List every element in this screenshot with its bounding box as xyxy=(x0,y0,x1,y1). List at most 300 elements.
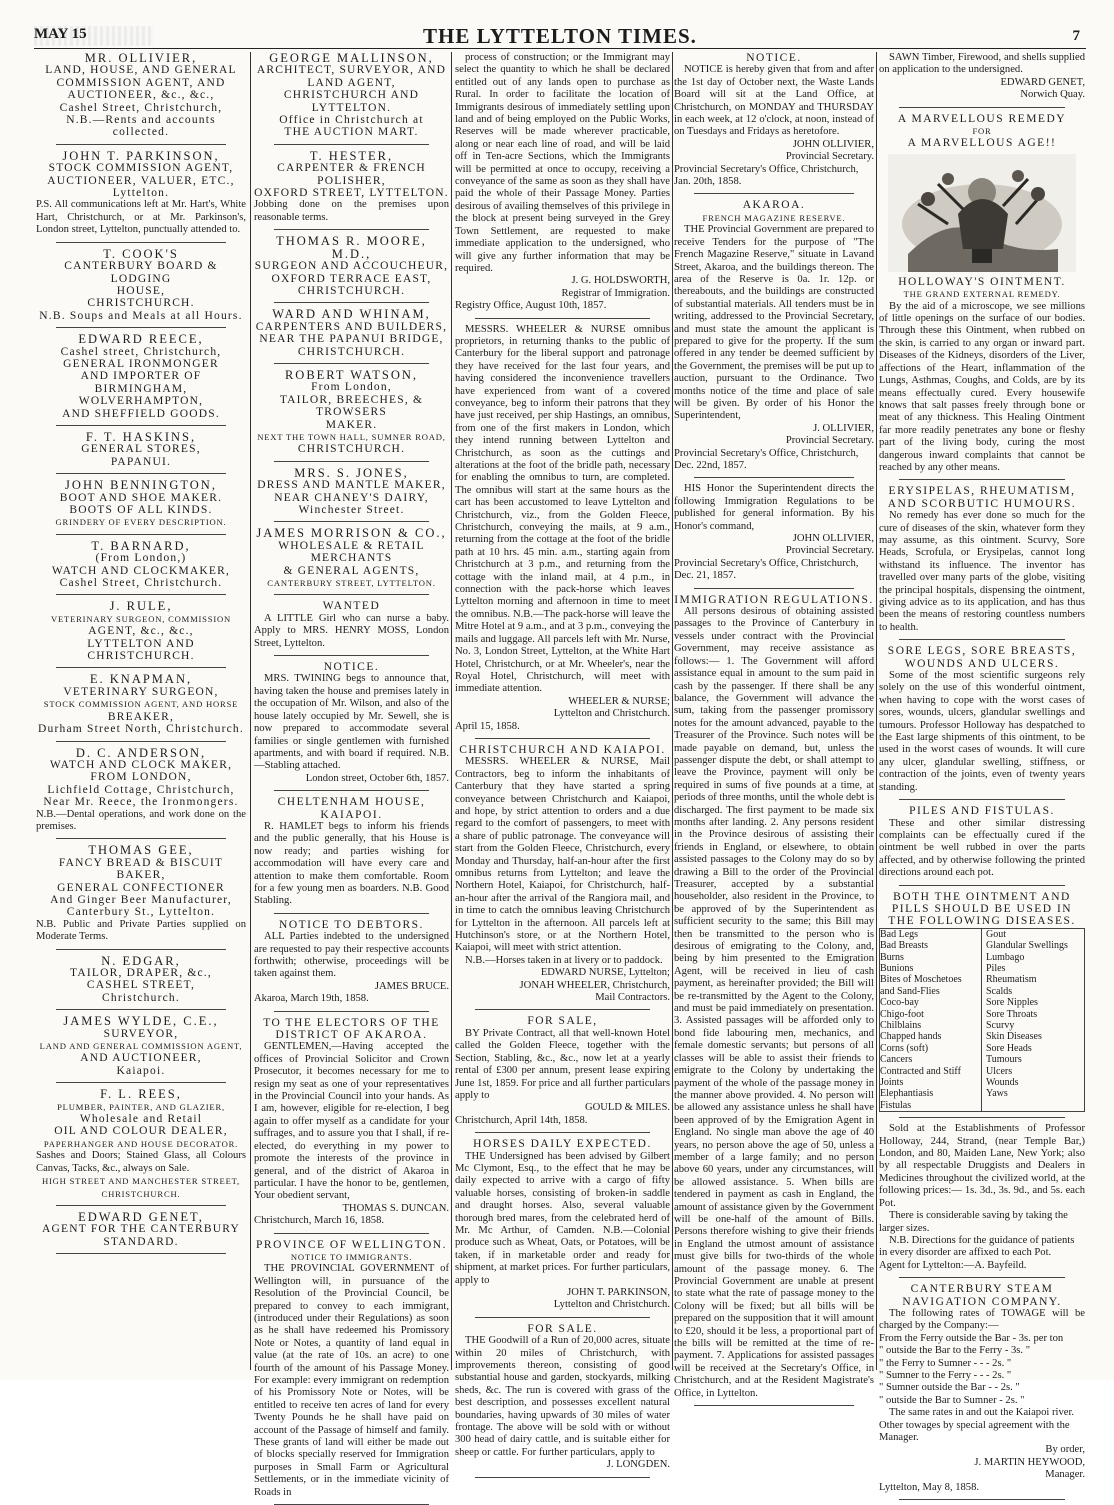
ad-line: STOCK COMMISSION AGENT, xyxy=(48,162,234,175)
ad-line: AND IMPORTER OF xyxy=(80,370,202,383)
ad-line: N. EDGAR, xyxy=(101,953,181,968)
towage-rate: " Sumner outside the Bar - - 2s. " xyxy=(879,1382,1020,1394)
ad-body: By the aid of a microscope, we see millions of little openings on the surface of our bodies. Through these this Ointment, when rubbed on the skin, is carried to any organ or inward part. Diseases of the Kidneys, disorders of the Liver, affections of the Heart, inflammation of the Lungs, Asthmas, Coughs, and Colds, are by its means effectually cured. Every housewife knows that salt passes freely through bone or meat of any thickness. This Healing Ointment far more readily penetrates any bone or fleshy part of the living body, curing the most dangerous inward complaints that cannot be reached by any other means. xyxy=(879,300,1085,473)
ad-line: AGENT FOR THE CANTERBURY xyxy=(41,1223,240,1236)
disease-item: Glandular Swellings xyxy=(986,940,1068,952)
ad-body: A LITTLE Girl who can nurse a baby. Apply to MRS. HENRY MOSS, London Street, Lyttelton. xyxy=(254,612,449,649)
disease-item: Burns xyxy=(880,951,904,963)
divider-rule xyxy=(56,1009,226,1010)
advertisement xyxy=(36,1015,246,1077)
advertisement xyxy=(254,52,449,139)
ad-line: N.B. Public and Private Parties supplied on Moderate Terms. xyxy=(36,918,246,943)
advertisement xyxy=(254,796,449,908)
divider-rule xyxy=(56,425,226,426)
ad-body: THE Provincial Government are prepared to receive Tenders for the purpose of "The French Magazine Reserve," situate in Lavand Street, Akaroa, and the buildings thereon. The area of the Reserve is 0a. 1r. 12p. or thereabouts, and the buildings are constructed of substantial materials. All tenders must be in writing, addressed to the Provincial Secretary, and must state the amount the applicant is prepared to give for the property. If the sum offered in any tender be deemed sufficient by the Government, the premises will be put up to auction, pursuant to the Ordinance. Two months notice of the time and place of sale will be given. By order of his Honor the Superintendent, xyxy=(674,224,874,422)
ad-body: No remedy has ever done so much for the cure of diseases of the skin, whatever form they may assume, as this ointment. Scurvy, Sore Heads, Scrofula, or Erysipelas, cannot long withstand its influence. The inventor has travelled over many parts of the globe, visiting the principal hospitals, dispensing the ointment, giving advice as to its application, and has thus been the means of restoring countless numbers to health. xyxy=(879,510,1085,633)
ad-signature: JONAH WHEELER, Christchurch, xyxy=(519,979,670,991)
advertisement xyxy=(254,150,449,224)
disease-item: Skin Diseases xyxy=(986,1031,1042,1043)
ad-line: AND AUCTIONEER, xyxy=(80,1052,202,1065)
ad-headline: A MARVELLOUS AGE!! xyxy=(907,137,1057,150)
advertisement xyxy=(36,333,246,420)
ad-body: BY Private Contract, all that well-known Hotel called the Golden Fleece, together with the Section, Stabling, &c., &c., now let at a yearly rental of £300 per annum, present lease expiring June 1st, 1859. For price and all further particulars apply to xyxy=(455,1027,670,1101)
ad-line: COMMISSION AGENT, AND AUCTIONEER, &c., &c., xyxy=(56,76,226,102)
ad-line: Lichfield Cottage, Christchurch, xyxy=(47,783,235,796)
ad-line: GENERAL IRONMONGER xyxy=(63,357,219,370)
ad-title: CANTERBURY STEAM NAVIGATION COMPANY. xyxy=(902,1283,1062,1308)
ad-line: T. BARNARD, xyxy=(91,538,191,553)
disease-item: Bunions xyxy=(880,962,914,974)
disease-item: Gout xyxy=(986,928,1006,940)
divider-rule xyxy=(274,655,429,656)
disease-item: Wounds xyxy=(986,1077,1019,1089)
advertisement xyxy=(254,1239,449,1500)
ad-line: CARPENTERS AND BUILDERS, xyxy=(255,320,448,333)
ad-line: (From London,) xyxy=(95,552,187,565)
ad-body: SAWN Timber, Firewood, and shells supplied on application to the undersigned. xyxy=(879,52,1085,76)
divider-rule xyxy=(475,1477,650,1478)
ad-title: FOR SALE. xyxy=(527,1322,598,1335)
divider-rule xyxy=(694,1405,854,1406)
ad-title: FOR SALE, xyxy=(527,1015,598,1028)
ad-line: AUCTIONEER, VALUER, ETC., xyxy=(47,174,235,187)
divider-rule xyxy=(274,521,429,522)
disease-item: Cancers xyxy=(880,1054,913,1066)
disease-item: Elephantiasis xyxy=(880,1088,934,1100)
ad-line: Kaiapoi. xyxy=(116,1064,166,1077)
disease-list-left xyxy=(880,929,982,1112)
ad-line: MAKER. xyxy=(325,418,378,431)
ad-body: MESSRS. WHEELER & NURSE omnibus proprietors, in returning thanks to the public of Canterbury for the liberal support and patronage they have received for the last four years, and having considered the inconvenience travellers have experienced from want of a covered conveyance, beg to inform their patrons that they have just received, per ship Hastings, an omnibus, from one of the first makers in London, which they intend running between Lyttelton and Christchurch, as soon as the cuttings and alterations at the foot of the bridle path, necessary for enabling the omnibus to turn, are completed. The omnibus will start at the same hours as the cart has been accustomed to leave Lyttelton and Christchurch, viz., from the Golden Fleece, Christchurch, conveying the mails, at 9 a.m., returning from the cottage at the foot of the bridle path at 10 hrs. 45 min. a.m., starting again from Christchurch at 3 p.m., and returning from the cottage with the inland mail, at 4 p.m., in connection with the pack-horse which leaves Lyttelton morning and afternoon in time to meet the omnibus. N.B.—The pack-horse will leave the Mitre Hotel at 9 a.m., and at 3 p.m., conveying the mails and luggage. All parcels left with Mr. Nurse, No. 3, London Street, Lyttelton, at the White Hart Hotel, Christchurch, or at Mr. Wheeler's, near the Royal Hotel, Christchurch, will meet with immediate attention. xyxy=(455,323,670,695)
ad-line: Durham Street North, Christchurch. xyxy=(38,723,244,736)
disease-item: Piles xyxy=(986,962,1006,974)
disease-item: Coco-bay xyxy=(880,997,919,1009)
ad-line: ARCHITECT, SURVEYOR, AND xyxy=(256,64,447,77)
advertisement xyxy=(455,1323,670,1472)
ad-line: Cashel Street, Christchurch. xyxy=(59,577,223,590)
divider-rule xyxy=(56,594,226,595)
ad-signature: J. MARTIN HEYWOOD, xyxy=(974,1456,1085,1468)
ad-line: CANTERBURY BOARD & LODGING xyxy=(64,260,218,285)
ad-body: The following rates of TOWAGE will be charged by the Company:— xyxy=(879,1307,1085,1332)
ad-title: HOLLOWAY'S OINTMENT. xyxy=(898,275,1066,288)
column-3 xyxy=(455,52,670,1471)
ad-note: N.B. Directions for the guidance of patients in every disorder are affixed to each Pot. xyxy=(879,1234,1075,1259)
ad-line: WHOLESALE & RETAIL MERCHANTS xyxy=(278,539,425,565)
ad-line: Winchester Street. xyxy=(298,504,405,516)
ad-signature: Registrar of Immigration. xyxy=(561,287,670,299)
ad-line: THOMAS R. MOORE, M.D., xyxy=(276,234,427,261)
disease-list-right xyxy=(982,929,1084,1112)
ad-body: process of construction; or the Immigrant may select the quantity to which he shall be declared entitled out of any lands open to purchase as Rural. In order to facilitate the location of Immigrants desirous of immediately settling upon land and of being employed on the Public Works, Reserves will be made wherever practicable, along or near each line of road, and will be laid off in Ten-acre Sections, which the Immigrants will be permitted at once to occupy, receiving a conveyance of the same as soon as they shall have paid the whole of their Passage Money. Parties desirous of availing themselves of this privilege in the block at present being surveyed in the Grey Town Settlement, are requested to make immediate application to the undersigned, who will give any further information that may be required. xyxy=(455,52,670,274)
towage-rate: " the Ferry to Sumner - - - 2s. " xyxy=(879,1357,1012,1369)
ad-line: LAND AND GENERAL COMMISSION AGENT, xyxy=(39,1041,243,1052)
advertisement xyxy=(254,919,449,1006)
advertisement xyxy=(674,594,874,1400)
advertisement xyxy=(254,369,449,456)
ad-signature: GOULD & MILES. xyxy=(584,1102,670,1114)
ad-line: Near Mr. Reece, the Ironmongers. xyxy=(43,796,239,809)
ad-body: NOTICE is hereby given that from and after the 1st day of October next, the Waste Lands Board will sit at the Land Office, at Christchurch, on MONDAY and THURSDAY in each week, at 12 o'clock, at noon, instead of on Tuesdays and Fridays as heretofore. xyxy=(674,64,874,138)
disease-item: Rheumatism xyxy=(986,974,1037,986)
column-rule xyxy=(451,52,452,1370)
ad-line: FANCY BREAD & BISCUIT BAKER, xyxy=(58,856,224,882)
ad-line: P.S. All communications left at Mr. Hart's, White Hart, Christchurch, or at Mr. Parkinson's, London street, Lyttelton, punctually attended to. xyxy=(36,199,246,236)
advertisement xyxy=(879,485,1085,634)
ad-note: N.B.—Horses taken in at livery or to paddock. xyxy=(465,954,663,966)
advertisement xyxy=(455,744,670,1005)
ad-signature: EDWARD NURSE, Lyttelton; xyxy=(540,967,670,979)
divider-rule xyxy=(899,1117,1065,1118)
ad-agent: Agent for Lyttelton:—A. Bayfeild. xyxy=(879,1259,1027,1271)
page-number: 7 xyxy=(1072,28,1080,44)
divider-rule xyxy=(56,1253,226,1254)
ad-line: T. HESTER, xyxy=(309,148,394,163)
advertisement xyxy=(674,199,874,472)
ad-line: BOOTS OF ALL KINDS. xyxy=(69,504,213,516)
towage-rate: From the Ferry outside the Bar - 3s. per ton xyxy=(879,1332,1064,1344)
column-2 xyxy=(254,51,449,1498)
divider-rule xyxy=(899,1277,1065,1278)
ad-line: CHRISTCHURCH. xyxy=(297,443,406,456)
divider-rule xyxy=(56,949,226,950)
ad-title: AKAROA. xyxy=(742,199,806,212)
ad-line: VETERINARY SURGEON, xyxy=(63,685,219,698)
ad-line: F. L. REES, xyxy=(100,1087,182,1102)
ad-line: PAPANUI. xyxy=(110,455,172,468)
column-rule xyxy=(876,52,877,1370)
ad-line: Lyttelton. xyxy=(112,187,170,200)
ad-subtitle: THE GRAND EXTERNAL REMEDY. xyxy=(903,289,1061,300)
ad-title: WANTED xyxy=(322,600,381,613)
ad-line: LYTTELTON AND CHRISTCHURCH. xyxy=(87,637,195,663)
advertisement xyxy=(254,1017,449,1228)
ad-line: OXFORD TERRACE EAST, xyxy=(271,272,432,285)
ad-signature: Manager. xyxy=(1045,1469,1085,1481)
ad-date: Lyttelton, May 8, 1858. xyxy=(879,1481,980,1493)
ad-note: The same rates in and out the Kaiapoi river. Other towages by special agreement with the Manager. xyxy=(879,1407,1075,1443)
ad-line: LAND AGENT, xyxy=(307,76,396,89)
divider-rule xyxy=(694,588,854,589)
ad-body: ALL Parties indebted to the undersigned are requested to pay their respective accounts forthwith; otherwise, proceedings will be taken against them. xyxy=(254,931,449,980)
ad-line: GENERAL CONFECTIONER xyxy=(57,881,225,894)
ad-body: HIS Honor the Superintendent directs the following Immigration Regulations to be published for general information. By his Honor's command, xyxy=(674,483,874,532)
towage-rate: " outside the Bar to Sumner - 2s. " xyxy=(879,1394,1025,1406)
ad-signature: JOHN T. PARKINSON, xyxy=(567,1287,670,1298)
disease-item: Corns (soft) xyxy=(880,1042,929,1054)
divider-rule xyxy=(475,738,650,739)
ad-line: From London, xyxy=(311,381,392,394)
ad-date: Christchurch, April 14th, 1858. xyxy=(455,1114,588,1126)
ad-line: J. RULE, xyxy=(109,599,173,614)
divider-rule xyxy=(475,1317,650,1318)
ad-line: SURVEYOR, xyxy=(103,1027,179,1040)
divider-rule xyxy=(274,302,429,303)
ad-title: CHRISTCHURCH AND KAIAPOI. xyxy=(459,743,666,756)
advertisement xyxy=(455,52,670,313)
ad-line: And Ginger Beer Manufacturer, xyxy=(50,893,232,906)
divider-rule xyxy=(274,363,429,364)
ad-line: D. C. ANDERSON, xyxy=(75,745,207,760)
advertisement xyxy=(36,431,246,468)
ad-line: N.B.—Dental operations, and work done on the premises. xyxy=(36,808,246,832)
divider-rule xyxy=(56,144,226,145)
advertisement xyxy=(36,540,246,590)
ad-line: STOCK COMMISSION AGENT, AND HORSE xyxy=(43,699,239,710)
ad-title: TO THE ELECTORS OF THE DISTRICT OF AKAROA. xyxy=(263,1016,440,1042)
ad-subtitle: NOTICE TO IMMIGRANTS. xyxy=(290,1251,413,1262)
ad-headline: FOR xyxy=(972,126,992,137)
ad-title: BOTH THE OINTMENT AND PILLS SHOULD BE USED IN THE FOLLOWING DISEASES. xyxy=(888,890,1076,928)
ad-line: TAILOR, DRAPER, &c., xyxy=(70,967,212,979)
ad-line: BIRMINGHAM, WOLVERHAMPTON, xyxy=(78,382,204,408)
divider-rule xyxy=(274,790,429,791)
advertisement xyxy=(36,150,246,237)
ad-line: WATCH AND CLOCK MAKER, xyxy=(49,758,233,771)
ad-title: HORSES DAILY EXPECTED. xyxy=(473,1138,652,1151)
ad-line: Christchurch. xyxy=(102,991,180,1004)
ad-line: BREAKER, xyxy=(107,710,175,723)
ad-line: BOOT AND SHOE MAKER. xyxy=(59,491,223,504)
divider-rule xyxy=(899,1499,1065,1500)
ad-line: HOUSE, xyxy=(116,284,166,297)
advertisement xyxy=(879,645,1085,794)
ad-signature: EDWARD GENET, xyxy=(1000,76,1085,88)
issue-date: MAY 15 xyxy=(34,26,87,42)
ad-title: NOTICE. xyxy=(746,52,802,64)
divider-rule xyxy=(694,477,854,478)
disease-item: Lumbago xyxy=(986,951,1025,963)
divider-rule xyxy=(899,885,1065,886)
divider-rule xyxy=(274,1011,429,1012)
advertisement xyxy=(36,844,246,943)
disease-item: Chigo-foot xyxy=(880,1008,924,1020)
ad-line: PLUMBER, PAINTER, AND GLAZIER, xyxy=(57,1101,225,1112)
advertisement xyxy=(254,527,449,589)
ad-line: HIGH STREET AND MANCHESTER STREET, CHRISTCHURCH. xyxy=(41,1176,241,1199)
ad-line: JAMES MORRISON & CO., xyxy=(256,526,447,541)
divider-rule xyxy=(899,107,1065,108)
divider-rule xyxy=(274,144,429,145)
disease-item: Chapped hands xyxy=(880,1031,942,1043)
advertisement xyxy=(36,248,246,322)
ad-line: NEAR THE PAPANUI BRIDGE, xyxy=(259,333,444,346)
ad-line: F. T. HASKINS, xyxy=(85,429,197,444)
ad-line: Wholesale and Retail xyxy=(79,1113,203,1126)
advertisement xyxy=(36,747,246,834)
ad-line: CASHEL STREET, xyxy=(86,979,196,992)
disease-item: Contracted and Stiff Joints xyxy=(880,1065,961,1089)
column-5 xyxy=(879,52,1085,1493)
ad-signature: Norwich Quay. xyxy=(1020,89,1085,101)
advertisement xyxy=(254,600,449,650)
towage-rate: " Sumner to the Ferry - - - 2s. " xyxy=(879,1369,1012,1381)
ad-line: CHRISTCHURCH. xyxy=(297,284,406,297)
ad-line: GENERAL STORES, xyxy=(81,443,201,456)
ad-line: VETERINARY SURGEON, COMMISSION xyxy=(50,613,232,624)
ad-date: Provincial Secretary's Office, Christchurch, Dec. 21, 1857. xyxy=(674,557,859,582)
allegorical-illustration xyxy=(888,154,1076,272)
ad-body: THE Goodwill of a Run of 20,000 acres, situate within 20 miles of Christchurch, with improvements thereon, consisting of good substantial house and garden, stockyards, milking sheds, &c. The run is covered with grass of the best description, and possesses excellent natural boundaries, having upwards of 30 miles of water frontage. The above will be sold with or without 300 head of dairy cattle, and is suitable either for sheep or cattle. For further particulars, apply to xyxy=(455,1335,670,1458)
divider-rule xyxy=(56,534,226,535)
ad-date: Provincial Secretary's Office, Christchurch, Dec. 22nd, 1857. xyxy=(674,447,859,471)
ad-body: R. HAMLET begs to inform his friends and the public generally, that his House is now ready; and parties wishing for accommodation will have every care and attention to make them comfortable. Room for a few young men as boarders. N.B. Good Stabling. xyxy=(254,820,449,907)
column-rule xyxy=(250,52,251,1370)
ad-line: N.B. Soups and Meals at all Hours. xyxy=(39,309,243,322)
ad-line: N.B.—Rents and accounts collected. xyxy=(66,114,216,139)
ad-line: JAMES WYLDE, C.E., xyxy=(63,1014,219,1029)
ad-subtitle: FRENCH MAGAZINE RESERVE. xyxy=(702,212,846,223)
divider-rule xyxy=(694,193,854,194)
divider-rule xyxy=(56,327,226,328)
advertisement xyxy=(36,955,246,1005)
ad-body: These and other similar distressing complaints can be effectually cured if the ointment be well rubbed in over the parts affected, and by otherwise following the printed directions around each pot. xyxy=(879,817,1085,879)
advertisement xyxy=(879,891,1085,1113)
ad-date: Provincial Secretary's Office, Christchurch, Jan. 20th, 1858. xyxy=(674,163,859,188)
divider-rule xyxy=(274,913,429,914)
ad-line: EDWARD REECE, xyxy=(78,332,204,347)
disease-item: Sore Nipples xyxy=(986,997,1038,1009)
ad-line: WARD AND WHINAM, xyxy=(272,307,431,322)
ad-line: CHRISTCHURCH. xyxy=(297,345,406,358)
disease-item: Bad Breasts xyxy=(880,940,929,952)
ad-signature: J. OLLIVIER, xyxy=(813,422,874,434)
ad-signature: Lyttelton and Christchurch. xyxy=(553,1299,670,1311)
ad-signature: By order, xyxy=(1045,1444,1085,1456)
advertisement xyxy=(879,113,1085,475)
ad-line: T. COOK'S xyxy=(103,246,179,261)
ad-line: JOHN T. PARKINSON, xyxy=(62,148,220,163)
ad-signature: Provincial Secretary. xyxy=(785,545,874,557)
ad-signature: Provincial Secretary. xyxy=(785,435,874,447)
divider-rule xyxy=(56,838,226,839)
divider-rule xyxy=(56,242,226,243)
ad-line: PAPERHANGER AND HOUSE DECORATOR. xyxy=(43,1138,239,1149)
divider-rule xyxy=(475,318,650,319)
ad-note: There is considerable saving by taking the larger sizes. xyxy=(879,1210,1068,1234)
advertisement xyxy=(674,483,874,582)
disease-item: Scalds xyxy=(986,985,1013,997)
ad-line: GRINDERY OF EVERY DESCRIPTION. xyxy=(55,517,227,528)
ad-line: CANTERBURY STREET, LYTTELTON. xyxy=(267,578,436,589)
divider-rule xyxy=(899,479,1065,480)
ad-title: PILES AND FISTULAS. xyxy=(909,805,1055,818)
advertisement xyxy=(879,1283,1085,1494)
advertisement xyxy=(455,1015,670,1127)
disease-item: Fistulas xyxy=(880,1099,912,1111)
ad-signature: J. LONGDEN. xyxy=(606,1459,670,1471)
ad-title: PROVINCE OF WELLINGTON. xyxy=(256,1238,447,1251)
advertisement xyxy=(36,1088,246,1200)
ad-line: E. KNAPMAN, xyxy=(89,672,193,687)
ad-headline: A MARVELLOUS REMEDY xyxy=(897,112,1067,125)
disease-item: Ulcers xyxy=(986,1065,1013,1077)
ad-line: CHRISTCHURCH. xyxy=(87,297,195,310)
ad-date: Akaroa, March 19th, 1858. xyxy=(254,993,369,1005)
divider-rule xyxy=(899,799,1065,800)
advertisement xyxy=(879,805,1085,879)
ad-signature: JOHN OLLIVIER, xyxy=(792,533,874,545)
advertisement xyxy=(36,1211,246,1248)
advertisement xyxy=(879,52,1085,102)
ad-line: Cashel street, Christchurch, xyxy=(60,345,222,358)
ad-signature: Mail Contractors. xyxy=(595,992,670,1004)
ad-signature: Provincial Secretary. xyxy=(785,151,874,163)
divider-rule xyxy=(56,1082,226,1083)
ad-line: TAILOR, BREECHES, & TROWSERS xyxy=(279,393,424,419)
ad-line: CHRISTCHURCH AND LYTTELTON. xyxy=(283,89,420,114)
ad-line: NEXT THE TOWN HALL, SUMNER ROAD, xyxy=(257,431,446,442)
divider-rule xyxy=(274,594,429,595)
ad-body: MRS. TWINING begs to announce that, having taken the house and premises lately in the occupation of Mr. Wilson, and also of the house lately occupied by Mr. Sewell, she is now prepared to accommodate several families or single gentlemen with furnished apartments, and with board if required. N.B.—Stabling attached. xyxy=(254,673,449,772)
advertisement xyxy=(254,661,449,785)
advertisement xyxy=(879,1123,1085,1272)
column-1 xyxy=(36,52,246,1372)
ad-line: ROBERT WATSON, xyxy=(284,367,419,382)
ad-signature: London street, October 6th, 1857. xyxy=(305,772,449,784)
ad-signature: JAMES BRUCE. xyxy=(374,980,449,992)
disease-table xyxy=(879,928,1085,1113)
ad-date: Registry Office, August 10th, 1857. xyxy=(455,300,607,312)
divider-rule xyxy=(899,639,1065,640)
column-4 xyxy=(674,52,874,1399)
disease-item: Bad Legs xyxy=(880,928,919,940)
advertisement xyxy=(455,324,670,733)
advertisement xyxy=(36,479,246,529)
disease-item: Sore Heads xyxy=(986,1042,1032,1054)
advertisement xyxy=(36,600,246,662)
ad-line: AGENT, &c., &c., xyxy=(88,625,194,638)
disease-item: Sore Throats xyxy=(986,1008,1038,1020)
disease-item: Scurvy xyxy=(986,1020,1015,1031)
ad-line: AND SHEFFIELD GOODS. xyxy=(62,407,220,420)
ad-body: All persons desirous of obtaining assisted passages to the Province of Canterbury in vessels under contract with the Provincial Government, may receive assistance as follows:— 1. The Government will afford assistance equal in amount to the sum paid in cash by the passenger. If there shall be any balance, the Government will advance the sum, taking from the passenger promissory notes for the amount advanced, payable to the Treasurer of the Province. Such notes will be made payable on demand, but, unless the passenger dispute the debt, or shall attempt to leave the Province, payment will only be required in sums of five pounds at a time, at periods of three months, until the whole debt is discharged. The first payment to be made six months after landing. 2. Any persons resident in the Province desirous of assisting their friends in England, or elsewhere, to obtain assisted passages to the Colony may do so by drawing a Bill to the order of the Provincial Treasurer, accepted by a substantial householder, also resident in the Province, to be approved of by the Superintendent as sufficient security to the same; this Bill may then be transmitted to the person who is desirous of emigrating to the Colony, and, being by him presented to the Emigration Agent, will be received in lieu of cash payment, as hereinafter provided; the Bill will be re-transmitted by the Agent to the Colony, and must be paid immediately on presentation. 3. Assisted passages will be afforded only to bond fide labouring men, mechanics, and female domestic servants; but persons of all classes will be able to assist their friends to emigrate to the Colony by undertaking the payment of the whole of the passage money in the manner above provided. 4. No person will be allowed any assistance unless he shall have been approved of by the Emigration Agent in England. No single man above the age of 40 years, no person above the age of 50, unless a member of a large family; and no person above 60 years, under any circumstances, will be allowed assistance. 5. When bills are tendered in payment as cash in England, the amount of assistance given by the Government will be one-half of the amount of Bills. Persons therefore wishing to give their friends in England the utmost amount of assistance must give bills for two-thirds of the whole amount of the passage money. 6. The Provincial Government are unable at present to state what the rate of passage money to the Colony will be fixed; but all bills will be prepared on the supposition that it will amount to £20, should it be less, a proportional part of the bills will be remitted at the time of re-payment. 7. Applications for assisted passages will be received at the Secretary's Office, in Christchurch, and at the Resident Magistrate's Office, in Lyttelton. xyxy=(674,606,874,1399)
ad-signature: JOHN OLLIVIER, xyxy=(792,138,874,150)
ad-title: ERYSIPELAS, RHEUMATISM, AND SCORBUTIC HUMOURS. xyxy=(887,485,1077,510)
ad-line: MRS. S. JONES, xyxy=(294,465,409,480)
ad-line: Canterbury St., Lyttelton. xyxy=(66,906,216,919)
divider-rule xyxy=(274,461,429,462)
ad-body: THE PROVINCIAL GOVERNMENT of Wellington will, in pursuance of the Resolution of the Provincial Council, be prepared to convey to each immigrant, (introduced under their Regulations) as soon as he shall have redeemed his Promissory Note or Notes, a quantity of land equal in value (at the rate of 10s. an acre) to one fourth of the amount of his Passage Money. For example: every immigrant on redemption of his Promissory Note or Notes, will be entitled to receive ten acres of land for every Twenty Pounds he he shall have paid on account of the Passage of himself and family. These grants of land will either be made out of blocks specially reserved for Immigration purposes in Small Farm or Agricultural Settlements, or in the immediate vicinity of Roads in xyxy=(254,1263,449,1498)
ad-body: Some of the most scientific surgeons rely solely on the use of this wonderful ointment, when having to cope with the worst cases of sores, wounds, ulcers, glandular swellings and tumours. Professor Holloway has despatched to the East large shipments of this ointment, to be used in the worst cases of wounds. It will cure any ulcer, glandular swelling, stiffness, or contraction of the joints, even of twenty years standing. xyxy=(879,670,1085,793)
ad-title: NOTICE. xyxy=(323,661,380,674)
ad-line: Cashel Street, Christchurch, xyxy=(59,101,223,114)
advertisement xyxy=(455,1138,670,1312)
column-rule xyxy=(672,52,673,1370)
ad-line: LAND, HOUSE, AND GENERAL xyxy=(45,64,237,77)
ad-line: OIL AND COLOUR DEALER, xyxy=(54,1125,228,1138)
disease-item: Bites of Moschetoes and Sand-Flies xyxy=(880,974,962,997)
ad-line: Sashes and Doors; Stained Glass, all Colours Canvas, Tacks, &c., always on Sale. xyxy=(36,1150,246,1174)
divider-rule xyxy=(56,667,226,668)
ad-body: THE Undersigned has been advised by Gilbert Mc Clymont, Esq., to the effect that he may be daily expected to arrive with a cargo of fifty valuable horses, consisting of broken-in saddle and draught horses. Also, several valuable thorough bred mares, from the celebrated herd of Mr. Mc Arthur, of Camden. N.B.—Colonial produce such as Wheat, Oats, or Potatoes, will be taken, if in marketable order and ready for shipment, at market prices. For further particulars, apply to xyxy=(455,1150,670,1286)
ad-line: OXFORD STREET, LYTTELTON. xyxy=(254,187,449,200)
newspaper-title: THE LYTTELTON TIMES. xyxy=(423,24,697,48)
ad-line: STANDARD. xyxy=(103,1235,179,1248)
ad-body: Sold at the Establishments of Professor Holloway, 244, Strand, (near Temple Bar,) London, and 80, Maiden Lane, New York; also by all respectable Druggists and Dealers in Medicines throughout the civilized world, at the following prices:— 1s. 3d., 3s. 9d., and 5s. each Pot. xyxy=(879,1123,1085,1209)
ad-title: SORE LEGS, SORE BREASTS, WOUNDS AND ULCERS. xyxy=(887,645,1077,670)
ad-line: Jobbing done on the premises upon reasonable terms. xyxy=(254,199,449,223)
masthead xyxy=(34,26,1086,49)
ad-line: SURGEON AND ACCOUCHEUR, xyxy=(254,260,449,273)
advertisement xyxy=(254,235,449,297)
advertisement xyxy=(674,52,874,188)
disease-item: Yaws xyxy=(986,1088,1008,1100)
ad-line: JOHN BENNINGTON, xyxy=(65,478,217,493)
divider-rule xyxy=(56,1205,226,1206)
advertisement xyxy=(36,52,246,139)
divider-rule xyxy=(56,741,226,742)
